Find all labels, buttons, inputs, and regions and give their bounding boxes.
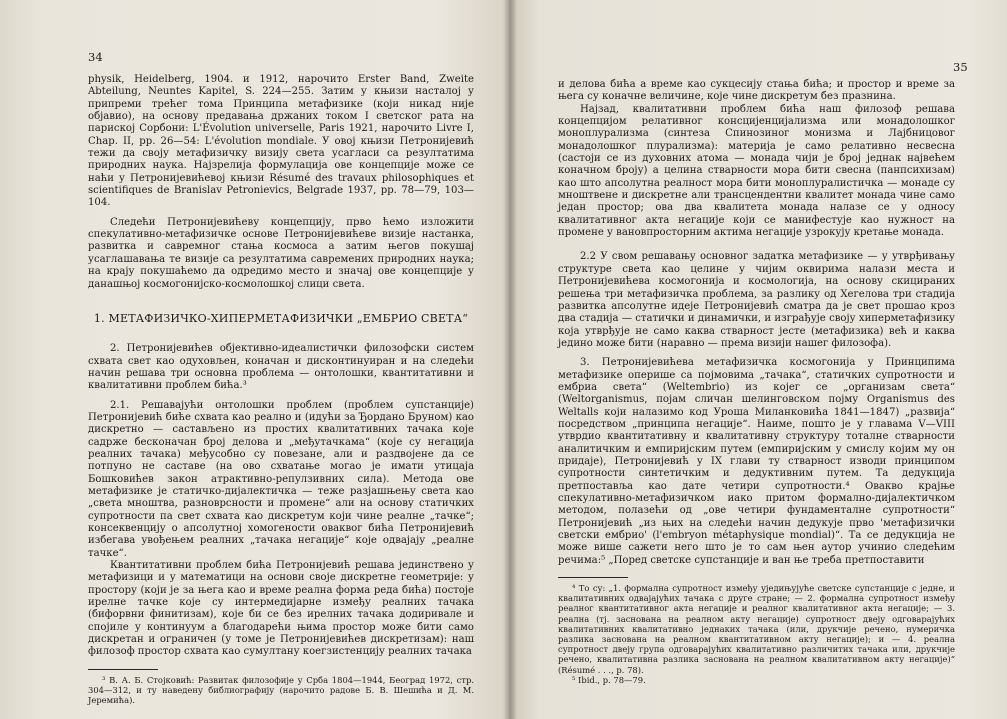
section-heading: 1. МЕТАФИЗИЧКО-ХИПЕРМЕТАФИЗИЧКИ „ЕМБРИО СВЕТА“ (93, 311, 469, 325)
page-number: 34 (88, 50, 103, 64)
body-paragraph: Квантитативни проблем бића Петронијевић решава јединствено у метафизици и у математици на основи своје дискретне геометрије: у простору (који је за њега као и време реална форма реда бића) постоје ирелне тачке које су интермедијарне између реалних тачака (бифорвни финитизам), које би се без ирелних тачака додиривале и спојиле у континуум а благодарећи њима простор може бити само дискретан и ограничен (у томе је Петронијевићев дискретизам): наш филозоф простор схвата као сумултану коегзистенцију реалних тачака (88, 560, 474, 658)
footnotes (558, 583, 955, 685)
body-paragraph: 2.2 У свом решавању основног задатка метафизике — у утврђивању структуре света као целине у чијим оквирима налази места и Петронијевићева космогонија и космологија, на основу скицираних решења три метафизичка проблема, за разлику од Хегелова три стадија развитка апсолутне идеје Петронијевић сматра да је свет прошао кроз два стадија — статички и динамички, и изграђује своју хиперметафизику која утврђује не само каква стварност јесте (метафизика) већ и каква једино може бити (наравно — према визији нашег филозофа). (558, 251, 955, 349)
footnote: ⁵ Ibid., p. 78—79. (572, 674, 646, 685)
footnote: ⁴ То су: „1. формална супротност између уједињујуће светске супстанције с једне, и квалитативних одвајајућих тачака с друге стране; — 2. формална супротност између реалног квантитативног акта негације и реалног квалитативног акта негације; — 3. реална (тј. заснована на реалном акту негације) супротност двеју одговарајућих квалитативних квалитативно једнаких тачака (или, друкчије речено, нумеричка разлика заснована на реалном квантитативном акту негације); и — 4. реална супротност двеју група одговарајућих квалитативно различитих тачака или, друкчије речено, квалитативна разлика заснована на реалном квалитативном акту негације)“ (Résumé . . ., p. 78). (558, 583, 955, 675)
page-number: 35 (953, 60, 968, 74)
left-page-body (88, 74, 474, 705)
body-paragraph: 2.1. Решавајући онтолошки проблем (проблем супстанције) Петронијевић биће схвата као реално и (идући за Ђордано Бруном) као дискретно — састављено из простих квалитативних тачака које садрже бесконачан број делова и „међутачкама“ (које су негација реалних тачака) међусобно су повезане, али и раздвојене да се потпуно не саставе (на ово схватање могао је имати утицаја Бошковићев закон атрактивно-репулзивних сила). Метода ове метафизике је статичко-дијалектичка — теже разјашњењу света као „света мноштва, разноврсности и промене“ али на основу статичких супротности па свет схвата као дискретум који чине реалне „тачке“; консеквенцију о апсолутној хомогености оваквог бића Петронијевић избегава увођењем реалних „тачака негације“ које одвајају „реалне тачке“. (88, 399, 474, 559)
body-paragraph: 3. Петронијевићева метафизичка космогонија у Принципима метафизике оперише са појмовима „тачака“, статичких супротности и ембриа света“ (Weltembrio) из којег се „организам света“ (Weltorganismus, појам сличан шелинговском појму Organismus des Weltalls који налазимо код Уроша Миланковића 1841—1847) „развија“ посредством „принципа негације“. Наиме, пошто је у главама V—VIII утврдио квантитативну и квалитативну структуру тоталне стварности аналитичким и емпиријским путем (емпиријским у смислу којим му он придаје), Петронијевић у IX глави ту стварност изводи принципом супротности синтетичким и дедуктивним путем. Та дедукција претпоставља као дате четири супротности.⁴ Овакво крајње спекулативно-метафизичком иако притом формално-дијалектичком методом, полазећи од „ове четири фундаменталне супротности“ Петронијевић „из њих на следећи начин дедукује прво 'метафизички светски ембрио' (l'embryon métaphysique mondial)“. Та се дедукција не може више сажети него што је то сам њен аутор учинио следећим речима:⁵ „Поред светске супстанције и ван ње треба претпоставити (558, 357, 955, 566)
right-page (510, 0, 1007, 719)
book-gutter (503, 0, 517, 719)
footnote-rule (558, 577, 628, 578)
footnote-rule (88, 669, 158, 670)
footnotes (88, 675, 474, 706)
footnote: ³ В. А. Б. Стојковић: Развитак филозофије у Срба 1804—1944, Београд 1972, стр. 304—312, и ту наведену библиографију (нарочито радове Б. В. Шешића и Д. М. Јеремића). (88, 674, 474, 706)
right-page-body (558, 79, 955, 685)
body-paragraph: Следећи Петронијевићеву концепцију, прво ћемо изложити спекулативно-метафизичке основе Петронијевићеве визије настанка, развитка и савремног стања космоса а затим његов покушај усаглашавања те визије са резултатима савремених природних наука; на крају покушаћемо да одредимо место и значај ове концепције у данашњој космогонијско-космолошкој слици света. (88, 216, 474, 290)
body-paragraph: 2. Петронијевићев објективно-идеалистички филозофски систем схвата свет као одуховљен, коначан и дисконтинуиран и на следећи начин решава три основна проблема — онтолошки, квантитативни и квалитативни проблем бића.³ (88, 343, 474, 392)
body-paragraph: Најзад, квалитативни проблем бића наш филозоф решава концепцијом релативног консцијенцијализма или монадолошког моноплурализма (синтеза Спинозиног монизма и Лајбницовог монадолошког плурализма): материја је само релативно несвесна (састоји се из духовних атома — монада чији је број једнак највећем коначном броју) а целина стварности мора бити свесна (панпсихизам) као што апсолутна реалност мора бити моноплуралистичка — монаде су мноштвене и дискретне али трансцендентни квалитет монада чине само један простор; ова два квалитета монада налазе се у односу квалитативног акта негације који се манифестује као нужност на промене у вановпросторним актима негације узрокују кретање монада. (558, 103, 955, 239)
bibliography-paragraph: physik, Heidelberg, 1904. и 1912, нарочито Erster Band, Zweite Abteilung, Neuntes Kapitel, S. 224—255. Затим у књизи насталој у припреми трећег тома Принципа метафизике (који никад није објавио), на основу предавања држаних током I светског рата на париској Сорбони: L'Évolution universelle, Paris 1921, нарочито Livre I, Chap. II, pp. 26—54: L'évolution mondiale. У овој књизи Петронијевић тежи да своју метафизичку визију света усагласи са резултатима природних наука. Најзрелија формулација ове концепције може се наћи у Петронијевићевој књизи Résumé des travaux philosophiques et scientifiques de Branislav Petronievics, Belgrade 1937, pp. 78—79, 103—104. (88, 74, 474, 209)
body-paragraph: и делова бића а време као сукцесију стања бића; и простор и време за њега су коначне величине, које чине дискретум без празнина. (558, 79, 955, 103)
